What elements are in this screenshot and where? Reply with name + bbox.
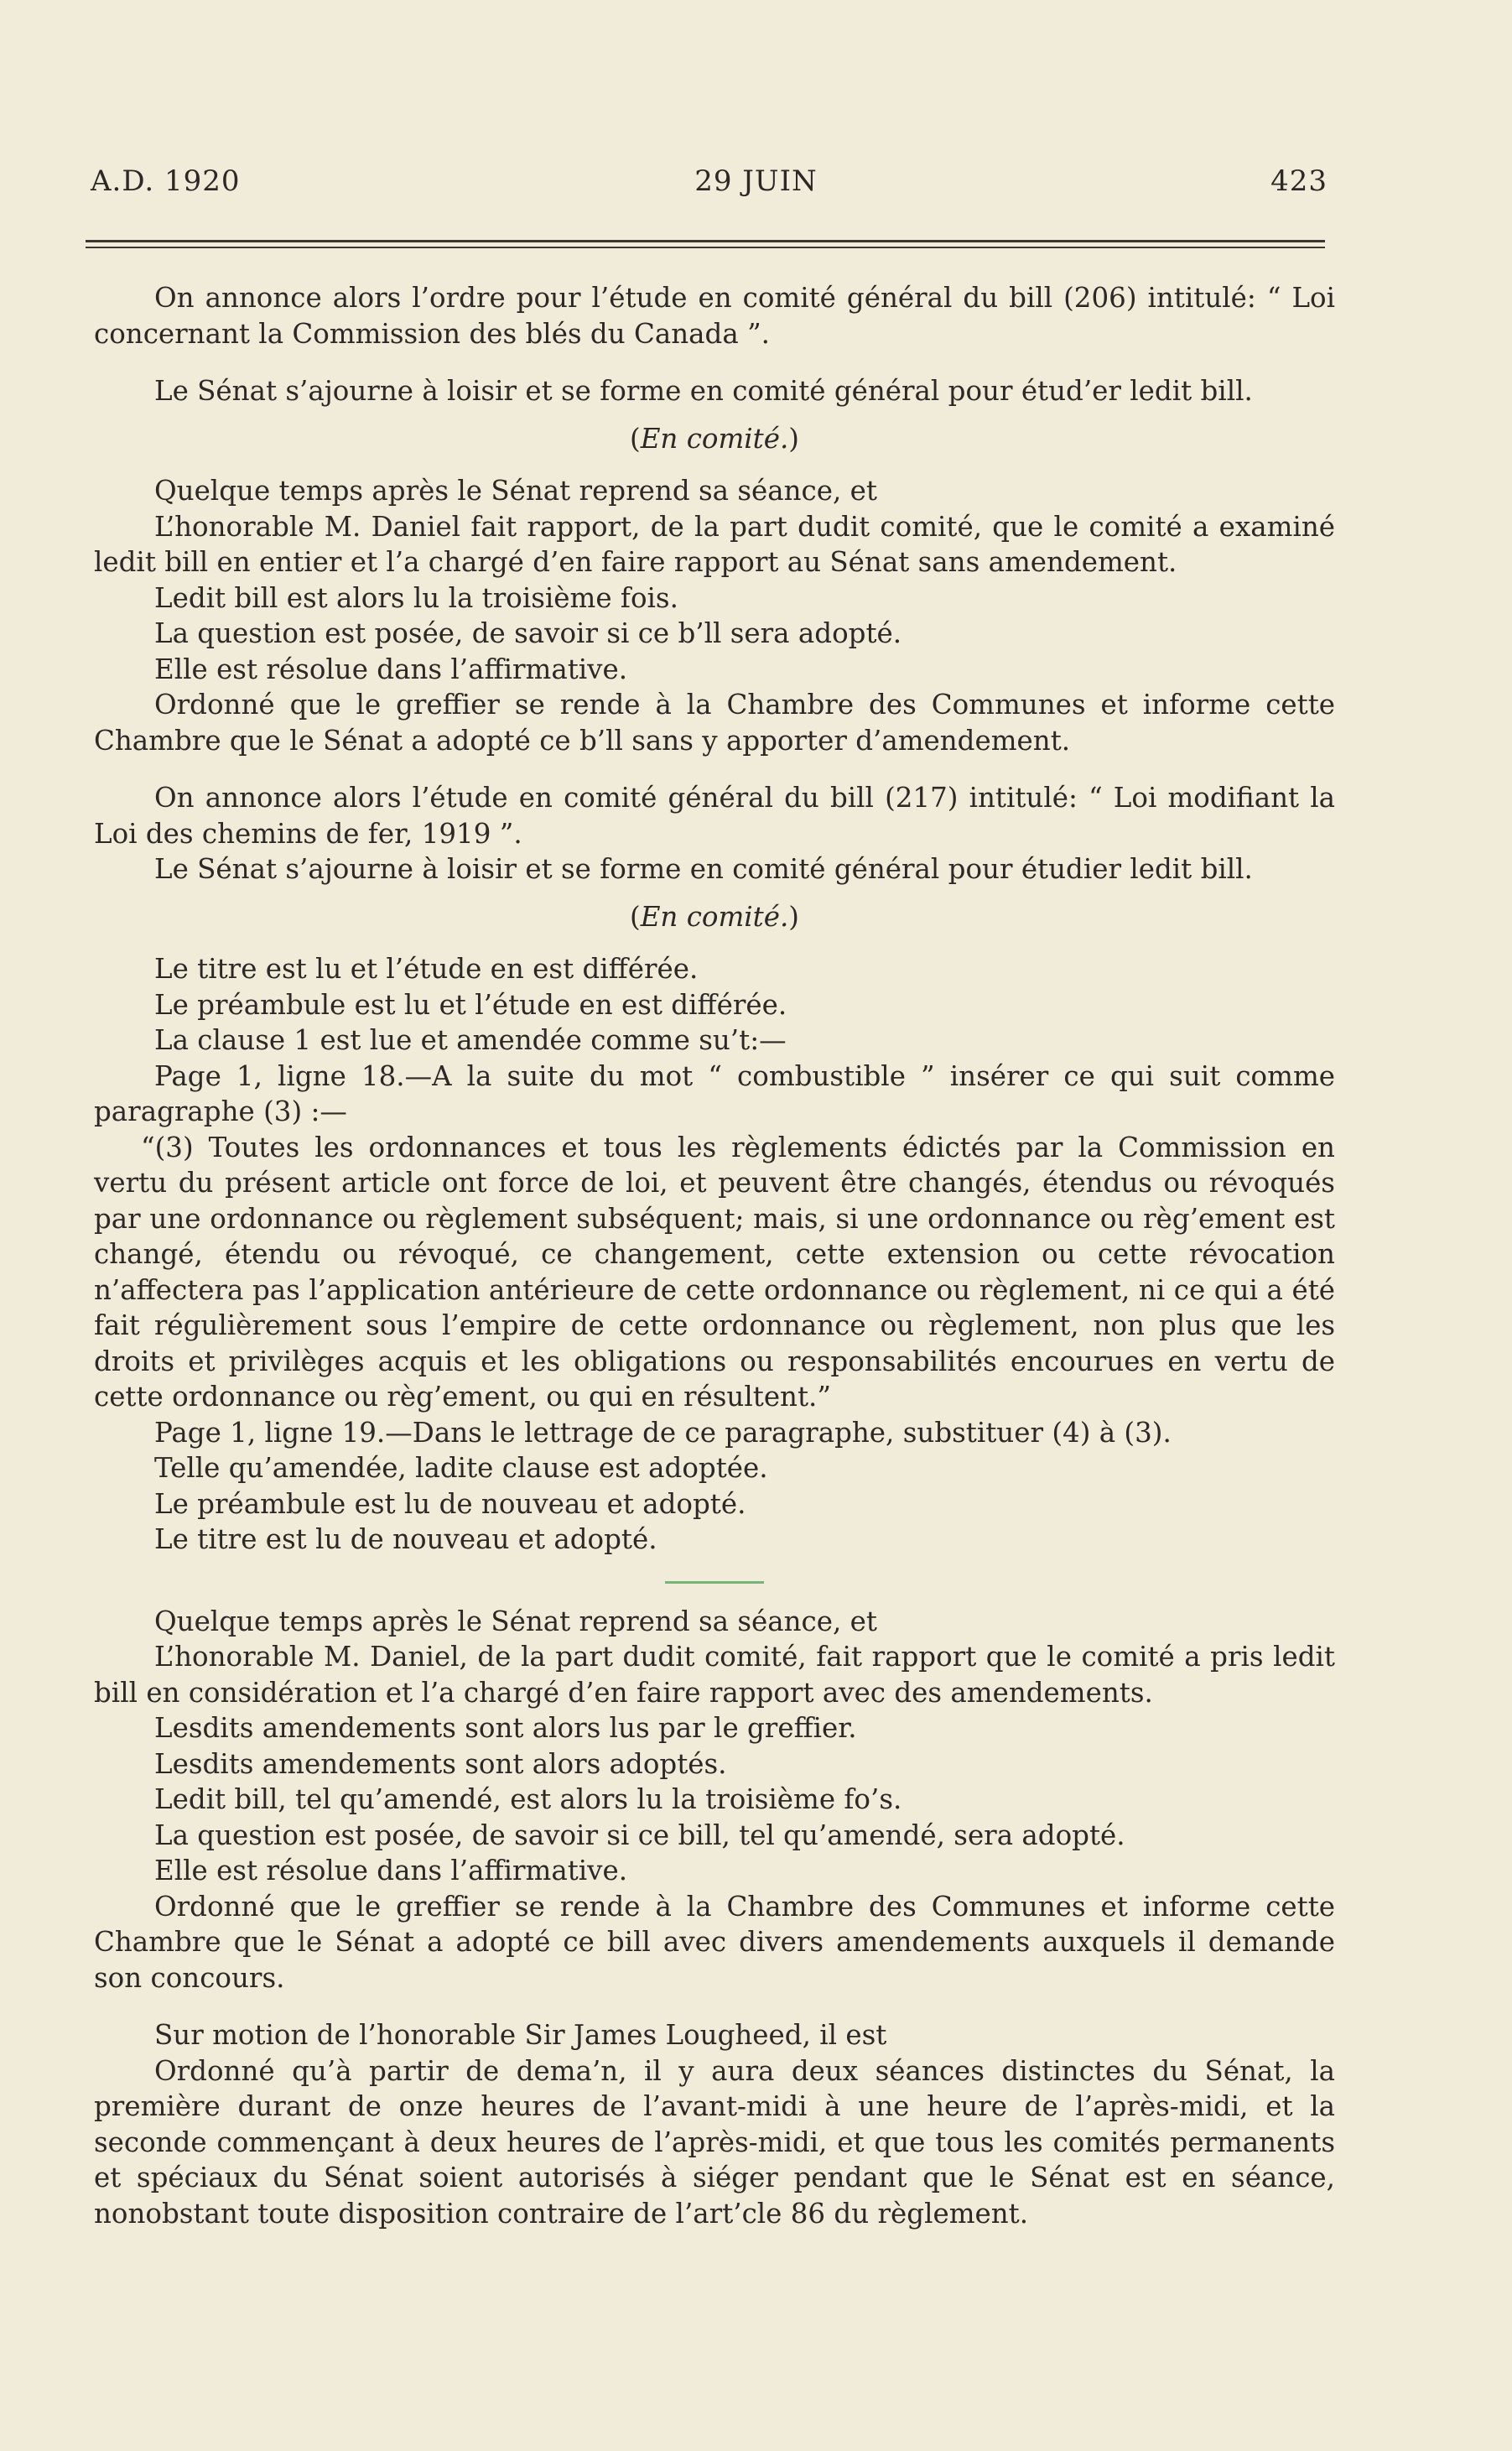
paragraph: Quelque temps après le Sénat reprend sa séance, et	[154, 1605, 877, 1637]
paragraph: La question est posée, de savoir si ce b’ll sera adopté.	[154, 617, 902, 649]
paragraph: Ledit bill est alors lu la troisième fois.	[154, 581, 678, 614]
header-date: 29 JUIN	[694, 164, 818, 198]
paragraph: Le Sénat s’ajourne à loisir et se forme en comité général pour étudier ledit bill.	[154, 853, 1253, 885]
paragraph: Sur motion de l’honorable Sir James Lougheed, il est	[154, 2019, 887, 2051]
paragraph: Le Sénat s’ajourne à loisir et se forme en comité général pour étud’er ledit bill.	[154, 375, 1253, 407]
paragraph: L’honorable M. Daniel fait rapport, de la part dudit comité, que le comité a examiné ledit bill en entier et l’a chargé d’en faire rapport au Sénat sans amendement.	[94, 510, 1335, 578]
paragraph: Ordonné que le greffier se rende à la Chambre des Communes et informe cette Chambre que le Sénat a adopté ce bill avec divers amendements auxquels il demande son concours.	[94, 1890, 1335, 1994]
paragraph: Telle qu’amendée, ladite clause est adoptée.	[154, 1452, 768, 1484]
paragraph: Elle est résolue dans l’affirmative.	[154, 1855, 628, 1886]
committee-heading-text: En comité.	[640, 422, 789, 455]
paragraph: Elle est résolue dans l’affirmative.	[154, 653, 628, 685]
header-rule-thin	[86, 247, 1325, 248]
paragraph: La question est posée, de savoir si ce bill, tel qu’amendé, sera adopté.	[154, 1819, 1125, 1851]
paragraph: La clause 1 est lue et amendée comme su’t:—	[154, 1024, 787, 1056]
paragraph: Lesdits amendements sont alors adoptés.	[154, 1747, 727, 1780]
paragraph: On annonce alors l’étude en comité général du bill (217) intitulé: “ Loi modifiant la Loi des chemins de fer, 1919 ”.	[94, 782, 1335, 850]
section-divider	[665, 1581, 764, 1584]
committee-heading-text: En comité.	[640, 900, 789, 933]
paragraph: Le titre est lu de nouveau et adopté.	[154, 1523, 657, 1555]
paragraph: Ledit bill, tel qu’amendé, est alors lu la troisième fo’s.	[154, 1783, 902, 1815]
committee-heading: (En comité.)	[630, 422, 799, 455]
paragraph: On annonce alors l’ordre pour l’étude en comité général du bill (206) intitulé: “ Loi concernant la Commission des blés du Canada ”.	[94, 282, 1335, 350]
paragraph: Le préambule est lu et l’étude en est différée.	[154, 988, 787, 1021]
paragraph: Quelque temps après le Sénat reprend sa séance, et	[154, 475, 877, 507]
paragraph: L’honorable M. Daniel, de la part dudit comité, fait rapport que le comité a pris ledit bill en considération et l’a chargé d’en faire rapport avec des amendements.	[94, 1641, 1335, 1709]
paragraph: Le titre est lu et l’étude en est différée.	[154, 953, 699, 985]
body-text	[94, 280, 1335, 2231]
paragraph: Ordonné qu’à partir de dema’n, il y aura deux séances distinctes du Sénat, la première durant de onze heures de l’avant-midi à une heure de l’après-midi, et la seconde commençant à deux heures de l’après-midi, et que tous les comités permanents et spéciaux du Sénat soient autorisés à siéger pendant que le Sénat est en séance, nonobstant toute disposition contraire de l’art’cle 86 du règlement.	[94, 2054, 1335, 2230]
quoted-amendment: “(3) Toutes les ordonnances et tous les règlements édictés par la Commission en vertu du présent article ont force de loi, et peuvent être changés, étendus ou révoqués par une ordonnance ou règlement subséquent; mais, si une ordonnance ou règ’ement est changé, étendu ou révoqué, ce changement, cette extension ou cette révocation n’affectera pas l’application antérieure de cette ordonnance ou règlement, ni ce qui a été fait régulièrement sous l’empire de cette ordonnance ou règlement, non plus que les droits et privilèges acquis et les obligations ou responsabilités encourues en vertu de cette ordonnance ou règ’ement, ou qui en résultent.”	[94, 1131, 1335, 1413]
header-year: A.D. 1920	[91, 164, 241, 198]
header-rule-thick	[86, 240, 1325, 242]
paragraph: Lesdits amendements sont alors lus par le greffier.	[154, 1712, 857, 1744]
header-page-number: 423	[1270, 164, 1328, 198]
paragraph: Page 1, ligne 19.—Dans le lettrage de ce paragraphe, substituer (4) à (3).	[154, 1416, 1172, 1449]
paragraph: Page 1, ligne 18.—A la suite du mot “ combustible ” insérer ce qui suit comme paragraphe (3) :—	[94, 1059, 1335, 1127]
committee-heading: (En comité.)	[630, 900, 799, 933]
paragraph: Le préambule est lu de nouveau et adopté.	[154, 1487, 746, 1520]
paragraph: Ordonné que le greffier se rende à la Chambre des Communes et informe cette Chambre que le Sénat a adopté ce b’ll sans y apporter d’amendement.	[94, 689, 1335, 757]
